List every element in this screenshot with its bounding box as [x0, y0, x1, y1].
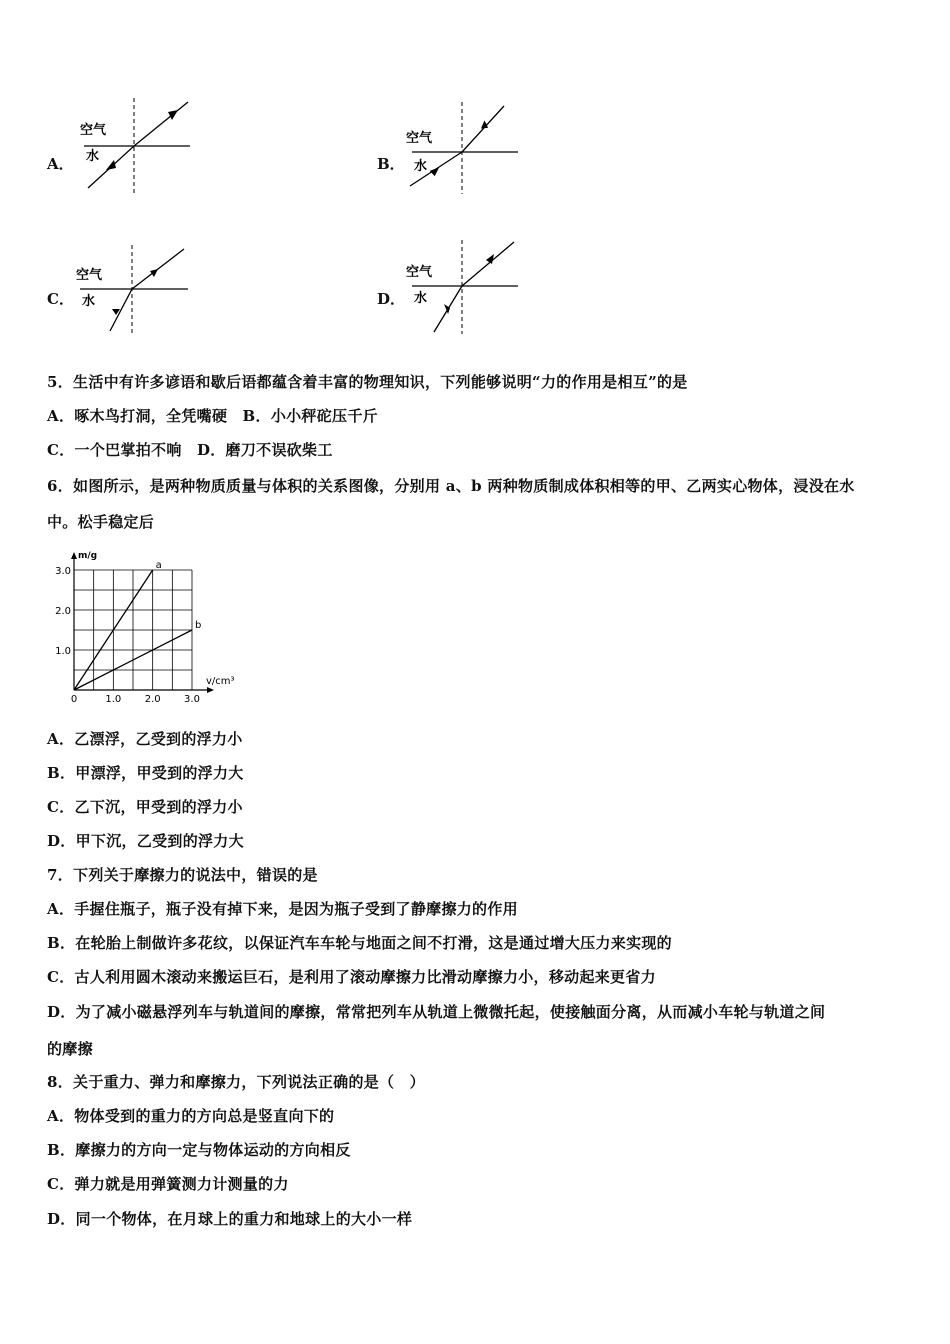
- y-tick-label: 1.0: [55, 646, 71, 657]
- x-tick-label: 0: [70, 694, 78, 705]
- q7-option-d: D．为了减小磁悬浮列车与轨道间的摩擦，常常把列车从轨道上微微托起，使接触面分离，从而减小车轮与轨道之间: [47, 1003, 826, 1021]
- q5-options-row-1: A．啄木鸟打洞，全凭嘴硬 B．小小秤砣压千斤: [47, 407, 378, 425]
- x-axis-label: v/cm³: [206, 676, 235, 687]
- y-tick-label: 2.0: [55, 606, 71, 617]
- q6-option-c: C．乙下沉，甲受到的浮力小: [47, 798, 243, 816]
- y-tick-label: 3.0: [55, 566, 71, 577]
- air-label: 空气: [76, 268, 103, 283]
- q7-option-d-continued: 的摩擦: [47, 1040, 93, 1058]
- q7-option-c: C．古人利用圆木滚动来搬运巨石，是利用了滚动摩擦力比滑动摩擦力小，移动起来更省力: [47, 968, 656, 986]
- q7-stem: 7．下列关于摩擦力的说法中，错误的是: [47, 866, 318, 884]
- refraction-diagram-b: [400, 100, 525, 196]
- water-label: 水: [86, 149, 100, 164]
- refraction-diagram-d: [400, 238, 525, 336]
- water-label: 水: [414, 291, 428, 306]
- x-tick-label: 3.0: [184, 694, 200, 705]
- q6-option-a: A．乙漂浮，乙受到的浮力小: [47, 730, 243, 748]
- x-tick-label: 1.0: [105, 694, 122, 705]
- y-axis-arrow: [71, 552, 77, 559]
- air-label: 空气: [80, 123, 107, 138]
- refraction-diagram-a: [76, 96, 196, 196]
- q6-stem-line-1: 6．如图所示，是两种物质质量与体积的关系图像，分别用 a、b 两种物质制成体积相等的甲、乙两实心物体，浸没在水: [47, 477, 855, 495]
- q8-option-d: D．同一个物体，在月球上的重力和地球上的大小一样: [47, 1210, 413, 1228]
- q5-stem: 5．生活中有许多谚语和歇后语都蕴含着丰富的物理知识，下列能够说明“力的作用是相互”的是: [47, 373, 688, 391]
- series-label-b: b: [195, 620, 202, 631]
- q7-option-a: A．手握住瓶子，瓶子没有掉下来，是因为瓶子受到了静摩擦力的作用: [47, 900, 518, 918]
- option-c-label: C．: [47, 290, 74, 308]
- series-label-a: a: [155, 560, 162, 571]
- water-label: 水: [414, 159, 428, 174]
- q8-option-a: A．物体受到的重力的方向总是竖直向下的: [47, 1107, 335, 1125]
- mass-volume-chart: [42, 548, 242, 708]
- air-label: 空气: [406, 265, 433, 280]
- option-d-label: D．: [377, 290, 406, 308]
- option-a-label: A．: [47, 155, 74, 173]
- q6-stem-line-2: 中。松手稳定后: [47, 513, 155, 531]
- air-label: 空气: [406, 131, 433, 146]
- x-tick-label: 2.0: [144, 694, 161, 705]
- q8-stem: 8．关于重力、弹力和摩擦力，下列说法正确的是（ ）: [47, 1073, 425, 1091]
- option-b-label: B．: [377, 155, 405, 173]
- q7-option-b: B．在轮胎上制做许多花纹，以保证汽车车轮与地面之间不打滑，这是通过增大压力来实现的: [47, 934, 672, 952]
- q8-option-b: B．摩擦力的方向一定与物体运动的方向相反: [47, 1141, 351, 1159]
- y-axis-label: m/g: [78, 551, 98, 561]
- q6-option-b: B．甲漂浮，甲受到的浮力大: [47, 764, 244, 782]
- q5-options-row-2: C．一个巴掌拍不响 D．磨刀不误砍柴工: [47, 441, 333, 459]
- q8-option-c: C．弹力就是用弹簧测力计测量的力: [47, 1175, 289, 1193]
- q6-option-d: D．甲下沉，乙受到的浮力大: [47, 832, 244, 850]
- x-axis-arrow: [207, 687, 214, 693]
- water-label: 水: [82, 294, 96, 309]
- refraction-diagram-c: [72, 243, 192, 335]
